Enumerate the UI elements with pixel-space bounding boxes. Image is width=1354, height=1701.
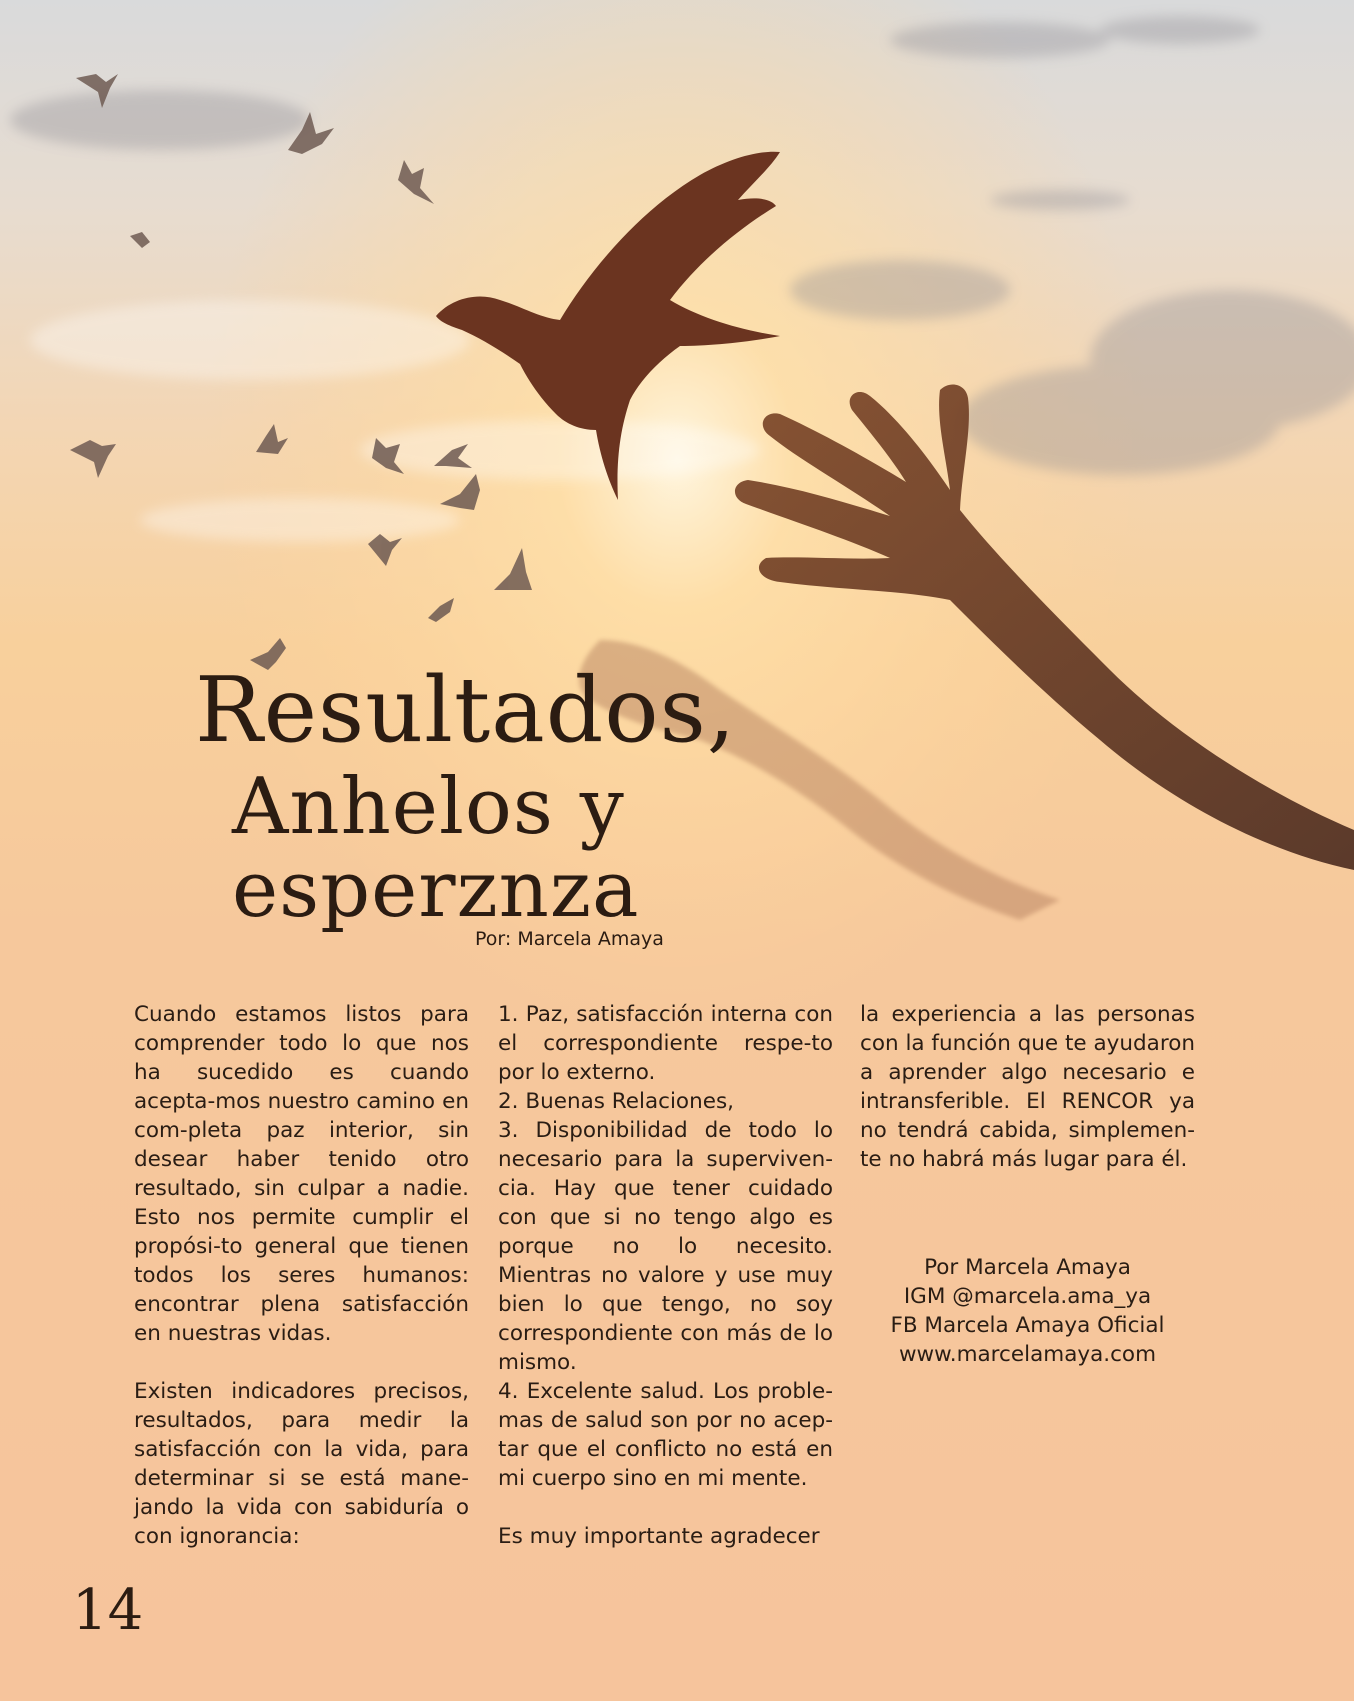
author-byline: Por: Marcela Amaya (475, 928, 664, 950)
article-title-line-3: esperznza (232, 845, 640, 935)
paragraph: Existen indicadores precisos, resultados, para medir la satisfacción con la vida, para determinar si se está mane-jando la vida con sabiduría o con ignorancia: (134, 1379, 469, 1549)
list-item: 2. Buenas Relaciones, (498, 1089, 734, 1114)
list-item: 4. Excelente salud. Los proble-mas de salud son por no acep-tar que el conflicto no está en mi cuerpo sino en mi mente. (498, 1379, 833, 1491)
page-number: 14 (72, 1578, 144, 1643)
text-column-1 (134, 1000, 469, 1551)
signature-website: www.marcelamaya.com (898, 1342, 1157, 1367)
paragraph: Cuando estamos listos para comprender todo lo que nos ha sucedido es cuando acepta-mos nuestro camino en com-pleta paz interior, sin desear haber tenido otro resultado, sin culpar a nadie. Esto nos permite cumplir el propósi-to general que tienen todos los seres humanos: encontrar plena satisfacción en nuestras vidas. (134, 1002, 469, 1346)
signature-instagram: IGM @marcela.ama_ya (903, 1284, 1152, 1309)
article-title-line-2: Anhelos y (232, 762, 625, 852)
list-item: 1. Paz, satisfacción interna con el correspondiente respe-to por lo externo. (498, 1002, 833, 1085)
paragraph: Es muy importante agradecer (498, 1524, 820, 1549)
paragraph: la experiencia a las personas con la función que te ayudaron a aprender algo necesario e intransferible. El RENCOR ya no tendrá cabida, simplemen-te no habrá más lugar para él. (860, 1002, 1195, 1172)
author-signature (860, 1253, 1195, 1369)
text-column-3 (860, 1000, 1195, 1174)
signature-facebook: FB Marcela Amaya Oficial (890, 1313, 1165, 1338)
signature-name: Por Marcela Amaya (924, 1255, 1131, 1280)
article-title-line-1: Resultados, (195, 658, 737, 763)
list-item: 3. Disponibilidad de todo lo necesario para la superviven-cia. Hay que tener cuidado con que si no tengo algo es porque no lo necesito. Mientras no valore y use muy bien lo que tengo, no soy correspondiente con más de lo mismo. (498, 1118, 833, 1375)
text-column-2 (498, 1000, 833, 1551)
